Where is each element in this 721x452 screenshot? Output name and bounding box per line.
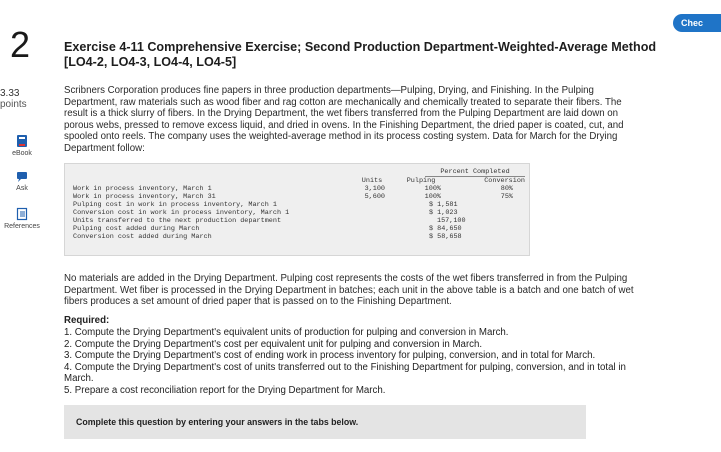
row-label: Conversion cost added during March <box>73 233 212 241</box>
question-sidebar <box>0 0 44 452</box>
row-cost: 157,100 <box>437 217 466 225</box>
row-cost: $ 58,658 <box>429 233 462 241</box>
points-value: 3.33 <box>0 88 20 99</box>
row-label: Units transferred to the next production department <box>73 217 282 225</box>
row-cost: $ 84,650 <box>429 225 462 233</box>
book-icon <box>16 134 28 148</box>
required-item: 3. Compute the Drying Department's cost of ending work in process inventory for pulping, conversion, and in total for March. <box>64 350 596 361</box>
references-button[interactable] <box>0 207 44 230</box>
required-item: 1. Compute the Drying Department's equivalent units of production for pulping and conversion in March. <box>64 327 509 338</box>
instruction-box <box>64 405 586 439</box>
instruction-text: Complete this question by entering your answers in the tabs below. <box>76 417 359 427</box>
row-label: Pulping cost added during March <box>73 225 200 233</box>
references-icon <box>16 207 28 221</box>
data-table <box>64 163 530 256</box>
required-item: 4. Compute the Drying Department's cost of units transferred out to the Finishing Department for pulping, conversion, and in total in March. <box>64 361 626 384</box>
row-units: 3,100 <box>364 185 385 193</box>
ask-button[interactable] <box>0 171 44 192</box>
required-item: 5. Prepare a cost reconciliation report for the Drying Department for March. <box>64 384 386 396</box>
references-label: References <box>4 223 40 230</box>
points-label: points <box>0 99 27 110</box>
intro-paragraph: Scribners Corporation produces fine papers in three production departments—Pulping, Drying, and Finishing. In the Pulping Department, raw materials such as wood fiber and rag cotton are mechanically and chemically treated to separate their fibers. The result is a thick slurry of fibers. In the Drying Department, the wet fibers transferred from the Pulping Department are laid down on porous webs, pressed to remove excess liquid, and dried in ovens. In the Finishing Department, the dried paper is coated, cut, and spooled onto reels. The company uses the weighted-average method in its process costing system. Data for March for the Drying Department follow: <box>64 85 624 154</box>
row-cost: $ 1,581 <box>429 201 458 209</box>
question-number: 2 <box>10 24 31 65</box>
row-pulping: 100% <box>424 185 441 193</box>
row-units: 5,600 <box>364 193 385 201</box>
exercise-title: Exercise 4-11 Comprehensive Exercise; Second Production Department-Weighted-Average Method [LO4-2, LO4-3, LO4-4, LO4-5] <box>64 40 657 69</box>
note-paragraph: No materials are added in the Drying Department. Pulping cost represents the costs of the wet fibers transferred in from the Pulping Department. Wet fiber is processed in the Drying Department in batches; each unit in the above table is a batch and one batch of wet fibers produces a set amount of dried paper that is passed on to the Finishing Department. <box>64 273 634 308</box>
row-conversion: 75% <box>500 193 513 201</box>
row-conversion: 80% <box>500 185 513 193</box>
row-label: Work in process inventory, March 1 <box>73 185 212 193</box>
header-conversion: Conversion <box>484 177 525 185</box>
required-list <box>64 327 644 396</box>
row-label: Conversion cost in work in process inventory, March 1 <box>73 209 290 217</box>
required-item: 2. Compute the Drying Department's cost per equivalent unit for pulping and conversion in March. <box>64 338 483 350</box>
row-label: Pulping cost in work in process inventory, March 1 <box>73 201 277 209</box>
chat-icon <box>16 171 28 183</box>
header-percent-completed: Percent Completed <box>425 168 525 177</box>
required-heading: Required: <box>64 315 110 326</box>
header-units: Units <box>361 177 383 185</box>
row-label: Work in process inventory, March 31 <box>73 193 216 201</box>
header-pulping: Pulping <box>406 177 436 185</box>
row-cost: $ 1,023 <box>429 209 458 217</box>
check-button[interactable]: Chec <box>673 14 721 32</box>
ebook-label: eBook <box>12 150 32 157</box>
row-pulping: 100% <box>424 193 441 201</box>
points-display <box>0 88 27 110</box>
ebook-button[interactable] <box>0 134 44 157</box>
ask-label: Ask <box>16 185 28 192</box>
